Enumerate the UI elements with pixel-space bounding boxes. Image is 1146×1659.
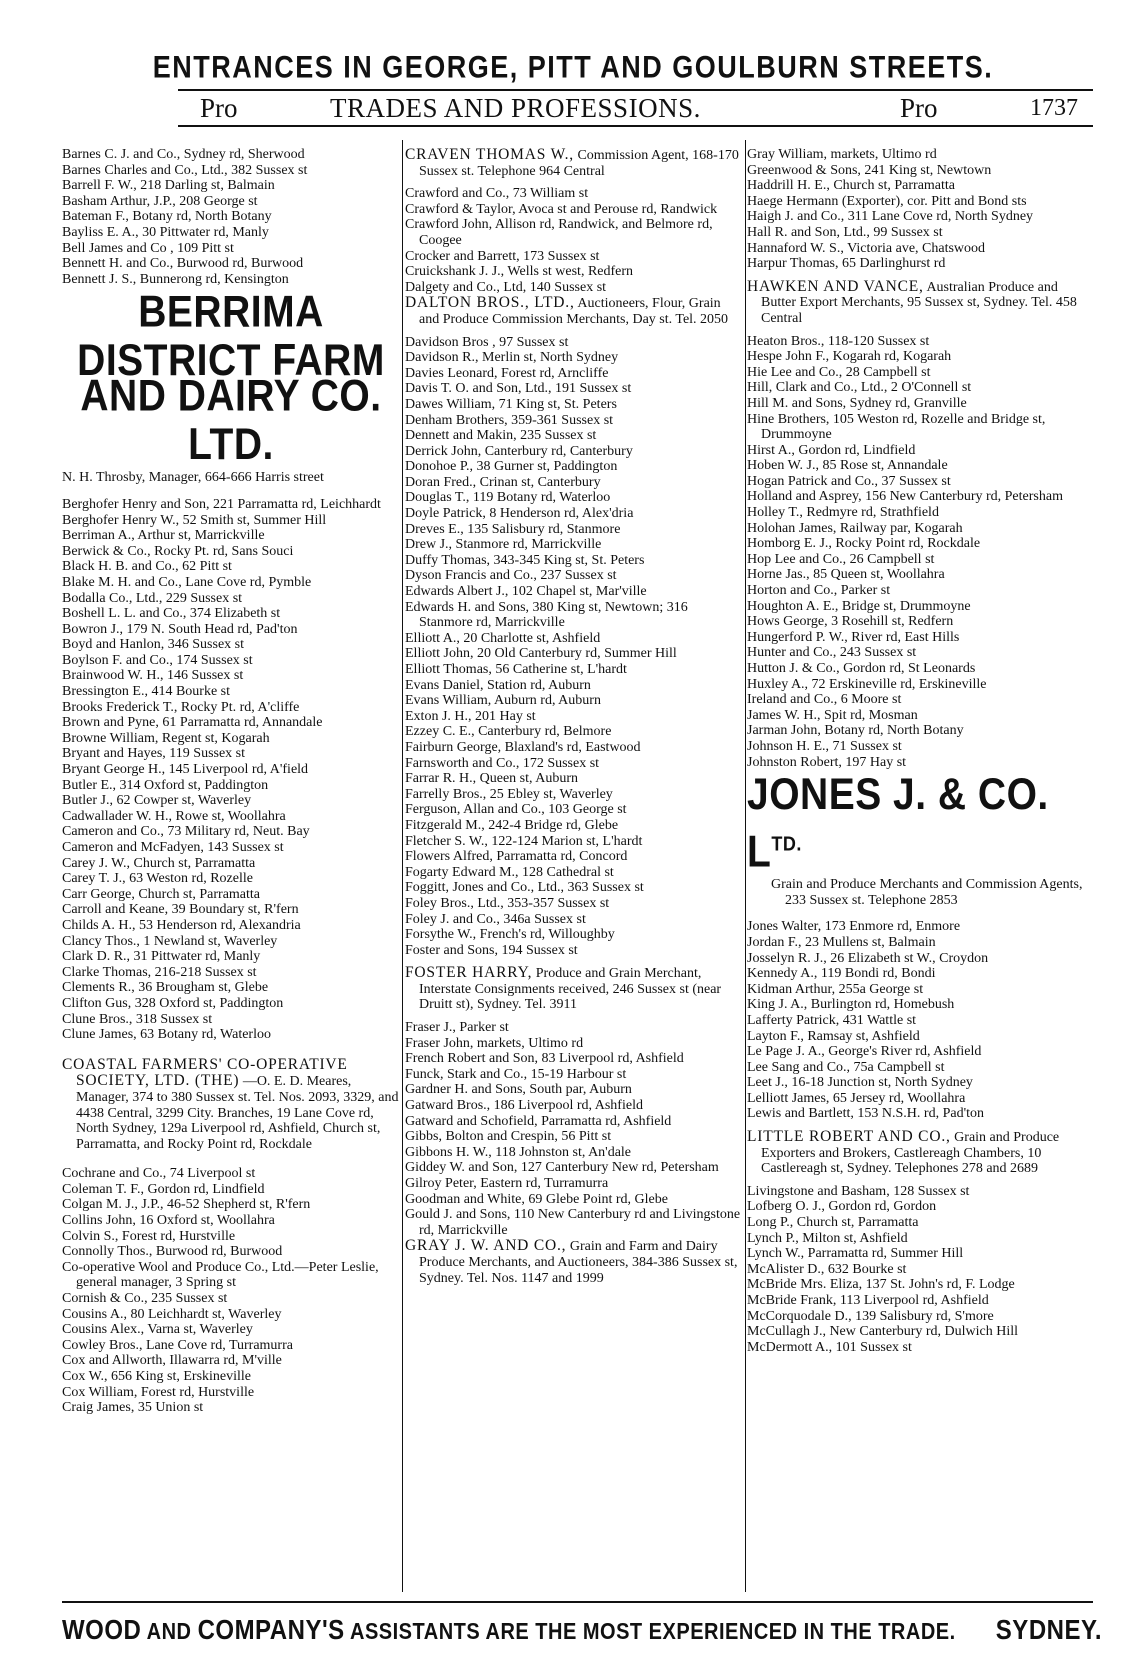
directory-entry: Hill, Clark and Co., Ltd., 2 O'Connell st	[747, 380, 972, 396]
directory-entry: Lafferty Patrick, 431 Wattle st	[747, 1012, 917, 1028]
directory-entry: Bressington E., 414 Bourke st	[62, 684, 230, 700]
column-1	[62, 147, 400, 1416]
directory-entry: Carr George, Church st, Parramatta	[62, 886, 261, 902]
directory-entry: Clune Bros., 318 Sussex st	[62, 1011, 213, 1027]
directory-entry: Jones Walter, 173 Enmore rd, Enmore	[747, 919, 961, 935]
entry-list-3b	[747, 334, 1092, 771]
dalton-name: DALTON BROS., LTD.,	[405, 294, 575, 312]
grayjw-name: GRAY J. W. AND CO.,	[405, 1237, 567, 1255]
directory-entry: Brooks Frederick T., Rocky Pt. rd, A'cliffe	[62, 699, 300, 715]
directory-entry: Cousins A., 80 Leichhardt st, Waverley	[62, 1306, 282, 1322]
coastal-name: COASTAL FARMERS' CO-OPERATIVE SOCIETY, LTD. (THE)	[62, 1055, 348, 1090]
directory-entry: Bodalla Co., Ltd., 229 Sussex st	[62, 590, 243, 606]
directory-entry: Hall R. and Son, Ltd., 99 Sussex st	[747, 224, 943, 240]
column-2	[405, 147, 743, 1286]
directory-entry: Long P., Church st, Parramatta	[747, 1215, 919, 1231]
directory-entry: Butler J., 62 Cowper st, Waverley	[62, 793, 252, 809]
directory-entry: Cox W., 656 King st, Erskineville	[62, 1369, 251, 1384]
directory-entry: Greenwood & Sons, 241 King st, Newtown	[747, 162, 992, 178]
directory-entry: Gray William, markets, Ultimo rd	[747, 147, 937, 162]
directory-entry: Gatward and Schofield, Parramatta rd, Ashfield	[405, 1113, 672, 1129]
coastal-entry	[62, 1057, 400, 1153]
directory-entry: Barnes C. J. and Co., Sydney rd, Sherwood	[62, 147, 305, 162]
directory-entry: Davis T. O. and Son, Ltd., 191 Sussex st	[405, 381, 632, 397]
directory-entry: Clancy Thos., 1 Newland st, Waverley	[62, 933, 278, 949]
directory-entry: Childs A. H., 53 Henderson rd, Alexandria	[62, 917, 301, 933]
directory-entry: Huxley A., 72 Erskineville rd, Erskineville	[747, 676, 987, 692]
jones-ad-sup: TD.	[771, 832, 802, 856]
directory-entry: Ferguson, Allan and Co., 103 George st	[405, 802, 627, 818]
directory-entry: Boyd and Hanlon, 346 Sussex st	[62, 637, 244, 653]
directory-entry: Clements R., 36 Brougham st, Glebe	[62, 980, 269, 996]
directory-entry: Homborg E. J., Rocky Point rd, Rockdale	[747, 536, 981, 552]
header-left-keyword: Pro	[200, 93, 238, 123]
directory-entry: Layton F., Ramsay st, Ashfield	[747, 1028, 920, 1044]
directory-entry: Jarman John, Botany rd, North Botany	[747, 723, 964, 739]
directory-entry: Bell James and Co , 109 Pitt st	[62, 240, 234, 256]
directory-entry: Hirst A., Gordon rd, Lindfield	[747, 442, 916, 458]
directory-entry: Cadwallader W. H., Rowe st, Woollahra	[62, 808, 286, 824]
directory-entry: Horne Jas., 85 Queen st, Woollahra	[747, 567, 945, 583]
directory-entry: Dawes William, 71 King st, St. Peters	[405, 396, 617, 412]
directory-entry: Fairburn George, Blaxland's rd, Eastwood	[405, 739, 641, 755]
directory-entry: Clarke Thomas, 216-218 Sussex st	[62, 964, 257, 980]
directory-entry: Hungerford P. W., River rd, East Hills	[747, 629, 960, 645]
footer-city: SYDNEY.	[995, 1614, 1102, 1646]
directory-entry: Gilroy Peter, Eastern rd, Turramurra	[405, 1176, 609, 1191]
directory-entry: Lee Sang and Co., 75a Campbell st	[747, 1059, 945, 1075]
entry-list-3a	[747, 147, 1092, 272]
directory-entry: Josselyn R. J., 26 Elizabeth st W., Croydon	[747, 950, 989, 966]
directory-entry: Harpur Thomas, 65 Darlinghurst rd	[747, 256, 946, 272]
directory-entry: Black H. B. and Co., 62 Pitt st	[62, 559, 232, 575]
directory-entry: Douglas T., 119 Botany rd, Waterloo	[405, 490, 611, 506]
directory-entry: Cameron and McFadyen, 143 Sussex st	[62, 840, 284, 855]
header-title: TRADES AND PROFESSIONS.	[330, 93, 701, 123]
directory-entry: Doran Fred., Crinan st, Canterbury	[405, 474, 601, 490]
directory-entry: Cornish & Co., 235 Sussex st	[62, 1291, 228, 1307]
entry-list-2b	[405, 335, 743, 959]
directory-entry: Farrar R. H., Queen st, Auburn	[405, 771, 579, 787]
directory-entry: Ezzey C. E., Canterbury rd, Belmore	[405, 724, 612, 740]
directory-entry: Craig James, 35 Union st	[62, 1400, 204, 1416]
entry-list-1a	[62, 147, 400, 287]
directory-entry: Johnson H. E., 71 Sussex st	[747, 738, 902, 754]
directory-entry: Hutton J. & Co., Gordon rd, St Leonards	[747, 661, 976, 676]
entry-list-3c	[747, 919, 1092, 1122]
directory-entry: Hunter and Co., 243 Sussex st	[747, 645, 917, 661]
directory-entry: Connolly Thos., Burwood rd, Burwood	[62, 1244, 283, 1260]
berrima-ad-line-2: AND DAIRY CO. LTD.	[80, 371, 382, 470]
craven-name: CRAVEN THOMAS W.,	[405, 146, 574, 163]
directory-entry: Basham Arthur, J.P., 208 George st	[62, 193, 258, 209]
directory-entry: Davidson R., Merlin st, North Sydney	[405, 350, 619, 366]
directory-entry: Cruickshank J. J., Wells st west, Redfern	[405, 264, 634, 280]
directory-entry: McBride Mrs. Eliza, 137 St. John's rd, F. Lodge	[747, 1277, 1015, 1293]
directory-entry: Bryant and Hayes, 119 Sussex st	[62, 746, 246, 762]
directory-entry: Fletcher S. W., 122-124 Marion st, L'hardt	[405, 833, 643, 849]
directory-entry: Gibbons H. W., 118 Johnston st, An'dale	[405, 1144, 632, 1160]
directory-entry: Jordan F., 23 Mullens st, Balmain	[747, 934, 936, 950]
directory-entry: Kidman Arthur, 255a George st	[747, 981, 924, 997]
entry-list-3d	[747, 1184, 1092, 1356]
directory-entry: Boshell L. L. and Co., 374 Elizabeth st	[62, 606, 281, 622]
coastal-detail: —O. E. D. Meares, Manager, 374 to 380 Sussex st. Tel. Nos. 2093, 3329, and 4438 Central, 3299 City. Branches, 19 Lane Cove rd, North Sydney, 129a Liverpool rd, Ashfield, Church st, Parramatta, and Rocky Point rd, Rockdale	[76, 1074, 399, 1152]
directory-entry: Barrell F. W., 218 Darling st, Balmain	[62, 178, 275, 194]
directory-entry: Doyle Patrick, 8 Henderson rd, Alex'dria	[405, 506, 634, 522]
directory-entry: Foggitt, Jones and Co., Ltd., 363 Sussex st	[405, 880, 644, 896]
directory-entry: Gardner H. and Sons, South par, Auburn	[405, 1082, 632, 1098]
directory-entry: Hine Brothers, 105 Weston rd, Rozelle and Bridge st, Drummoyne	[747, 411, 1046, 443]
directory-entry: Le Page J. A., George's River rd, Ashfield	[747, 1044, 982, 1060]
directory-entry: Carey J. W., Church st, Parramatta	[62, 855, 256, 871]
directory-entry: Bennett J. S., Bunnerong rd, Kensington	[62, 271, 289, 287]
directory-entry: Foley Bros., Ltd., 353-357 Sussex st	[405, 895, 610, 911]
directory-entry: Davies Leonard, Forest rd, Arncliffe	[405, 365, 609, 381]
directory-entry: Edwards Albert J., 102 Chapel st, Mar'ville	[405, 584, 647, 600]
entry-list-2c	[405, 1020, 743, 1238]
directory-entry: Dalgety and Co., Ltd, 140 Sussex st	[405, 279, 607, 295]
directory-entry: Brown and Pyne, 61 Parramatta rd, Annandale	[62, 715, 323, 731]
header-right-keyword: Pro	[900, 93, 938, 123]
header-rule-top	[178, 89, 1093, 91]
column-3	[747, 147, 1092, 1355]
directory-entry: Farnsworth and Co., 172 Sussex st	[405, 755, 600, 771]
little-entry	[747, 1129, 1092, 1177]
directory-entry: Holley T., Redmyre rd, Strathfield	[747, 505, 939, 521]
directory-entry: Haigh J. and Co., 311 Lane Cove rd, North Sydney	[747, 209, 1034, 225]
directory-entry: Gibbs, Bolton and Crespin, 56 Pitt st	[405, 1129, 612, 1145]
jones-ad-main: JONES J. & CO. L	[747, 770, 1049, 878]
directory-entry: Colvin S., Forest rd, Hurstville	[62, 1228, 236, 1244]
directory-entry: Crawford John, Allison rd, Randwick, and Belmore rd, Coogee	[405, 217, 713, 248]
directory-entry: Carroll and Keane, 39 Boundary st, R'fern	[62, 902, 299, 918]
directory-entry: Fogarty Edward M., 128 Cathedral st	[405, 864, 614, 880]
directory-entry: Bryant George H., 145 Liverpool rd, A'field	[62, 762, 309, 778]
directory-entry: Berriman A., Arthur st, Marrickville	[62, 528, 265, 544]
directory-entry: McBride Frank, 113 Liverpool rd, Ashfield	[747, 1293, 989, 1308]
directory-entry: Evans William, Auburn rd, Auburn	[405, 693, 601, 709]
directory-entry: Hill M. and Sons, Sydney rd, Granville	[747, 395, 967, 411]
little-detail: Grain and Produce Exporters and Brokers, Castlereagh Chambers, 10 Castlereagh st, Sydney. Telephones 278 and 2689	[761, 1130, 1060, 1177]
directory-entry: Foster and Sons, 194 Sussex st	[405, 942, 578, 958]
directory-entry: Cox and Allworth, Illawarra rd, M'ville	[62, 1353, 282, 1369]
directory-entry: Cowley Bros., Lane Cove rd, Turramurra	[62, 1337, 293, 1353]
directory-entry: Bayliss E. A., 30 Pittwater rd, Manly	[62, 224, 269, 240]
directory-entry: Funck, Stark and Co., 15-19 Harbour st	[405, 1066, 627, 1082]
entry-list-2a	[405, 186, 743, 295]
directory-entry: Goodman and White, 69 Glebe Point rd, Glebe	[405, 1191, 668, 1207]
directory-entry: Johnston Robert, 197 Hay st	[747, 754, 907, 770]
directory-entry: Haddrill H. E., Church st, Parramatta	[747, 178, 956, 194]
directory-entry: Dyson Francis and Co., 237 Sussex st	[405, 568, 617, 584]
directory-entry: Boylson F. and Co., 174 Sussex st	[62, 652, 253, 668]
directory-entry: Livingstone and Basham, 128 Sussex st	[747, 1183, 970, 1199]
foster-detail: Produce and Grain Merchant, Interstate Consignments received, 246 Sussex st (near Druitt st), Sydney. Tel. 3911	[419, 966, 722, 1013]
entry-list-1c	[62, 1166, 400, 1416]
craven-entry	[405, 147, 743, 179]
directory-entry: James W. H., Spit rd, Mosman	[747, 707, 918, 723]
footer-slogan: ASSISTANTS ARE THE MOST EXPERIENCED IN THE TRADE.	[350, 1619, 956, 1645]
directory-entry: Hespe John F., Kogarah rd, Kogarah	[747, 349, 952, 365]
directory-entry: Hie Lee and Co., 28 Campbell st	[747, 364, 931, 380]
directory-entry: Hannaford W. S., Victoria ave, Chatswood	[747, 240, 986, 256]
directory-entry: Elliott John, 20 Old Canterbury rd, Summer Hill	[405, 646, 677, 662]
directory-entry: Carey T. J., 63 Weston rd, Rozelle	[62, 871, 253, 887]
directory-entry: Ireland and Co., 6 Moore st	[747, 692, 902, 708]
hawken-entry	[747, 279, 1092, 327]
directory-entry: Leet J., 16-18 Junction st, North Sydney	[747, 1075, 973, 1091]
directory-entry: Drew J., Stanmore rd, Marrickville	[405, 537, 602, 553]
directory-entry: Lofberg O. J., Gordon rd, Gordon	[747, 1199, 937, 1215]
directory-entry: Denham Brothers, 359-361 Sussex st	[405, 412, 614, 428]
directory-entry: Duffy Thomas, 343-345 King st, St. Peters	[405, 552, 645, 568]
directory-entry: Bateman F., Botany rd, North Botany	[62, 209, 272, 225]
foster-entry	[405, 965, 743, 1013]
page-number: 1737	[1030, 95, 1078, 121]
directory-entry: Horton and Co., Parker st	[747, 583, 891, 599]
directory-entry: Cox William, Forest rd, Hurstville	[62, 1384, 255, 1400]
directory-entry: McCullagh J., New Canterbury rd, Dulwich Hill	[747, 1324, 1019, 1340]
directory-entry: Dennett and Makin, 235 Sussex st	[405, 428, 597, 444]
directory-entry: Gould J. and Sons, 110 New Canterbury rd and Livingstone rd, Marrickville	[405, 1207, 741, 1238]
craven-detail: Commission Agent, 168-170 Sussex st. Telephone 964 Central	[419, 148, 739, 179]
directory-entry: Collins John, 16 Oxford st, Woollahra	[62, 1213, 275, 1229]
directory-entry: Colgan M. J., J.P., 46-52 Shepherd st, R'fern	[62, 1197, 311, 1213]
directory-entry: Clifton Gus, 328 Oxford st, Paddington	[62, 995, 284, 1011]
directory-entry: Berghofer Henry and Son, 221 Parramatta rd, Leichhardt	[62, 496, 381, 512]
entry-list-1b	[62, 497, 400, 1043]
directory-entry: Cousins Alex., Varna st, Waverley	[62, 1322, 253, 1338]
directory-entry: King J. A., Burlington rd, Homebush	[747, 997, 955, 1013]
column-divider-1	[402, 140, 403, 1592]
directory-entry: Lynch W., Parramatta rd, Summer Hill	[747, 1246, 964, 1262]
directory-entry: Holland and Asprey, 156 New Canterbury rd, Petersham	[747, 489, 1063, 505]
directory-entry: Barnes Charles and Co., Ltd., 382 Sussex st	[62, 162, 308, 178]
grayjw-detail: Grain and Farm and Dairy Produce Merchants, and Auctioneers, 384-386 Sussex st, Sydney. Tel. Nos. 1147 and 1999	[419, 1239, 738, 1286]
directory-entry: Fitzgerald M., 242-4 Bridge rd, Glebe	[405, 817, 619, 833]
directory-entry: Heaton Bros., 118-120 Sussex st	[747, 333, 930, 349]
directory-entry: Browne William, Regent st, Kogarah	[62, 730, 270, 746]
directory-entry: Haege Hermann (Exporter), cor. Pitt and Bond sts	[747, 193, 1027, 209]
footer-advert	[62, 1615, 1102, 1647]
directory-entry: Elliott A., 20 Charlotte st, Ashfield	[405, 630, 601, 646]
directory-entry: Co-operative Wool and Produce Co., Ltd.—Peter Leslie, general manager, 3 Spring st	[62, 1259, 379, 1291]
foster-name: FOSTER HARRY,	[405, 964, 533, 982]
directory-entry: Cameron and Co., 73 Military rd, Neut. Bay	[62, 824, 310, 840]
directory-entry: Houghton A. E., Bridge st, Drummoyne	[747, 598, 971, 614]
directory-entry: Exton J. H., 201 Hay st	[405, 708, 536, 724]
directory-entry: Berwick & Co., Rocky Pt. rd, Sans Souci	[62, 543, 294, 559]
directory-entry: Farrelly Bros., 25 Ebley st, Waverley	[405, 786, 613, 802]
directory-entry: Hows George, 3 Rosehill st, Redfern	[747, 614, 954, 630]
directory-entry: Clark D. R., 31 Pittwater rd, Manly	[62, 949, 261, 965]
directory-entry: McAlister D., 632 Bourke st	[747, 1261, 907, 1277]
directory-entry: Fraser J., Parker st	[405, 1020, 509, 1036]
directory-entry: Lynch P., Milton st, Ashfield	[747, 1230, 908, 1246]
directory-entry: Clune James, 63 Botany rd, Waterloo	[62, 1027, 271, 1043]
top-banner: ENTRANCES IN GEORGE, PITT AND GOULBURN STREETS.	[152, 49, 994, 85]
column-divider-2	[745, 140, 746, 1592]
directory-entry: Crocker and Barrett, 173 Sussex st	[405, 248, 600, 264]
jones-ad-heading	[747, 771, 1092, 877]
directory-entry: Lelliott James, 65 Jersey rd, Woollahra	[747, 1090, 966, 1106]
footer-wood: WOOD	[62, 1614, 142, 1646]
directory-entry: Lewis and Bartlett, 153 N.S.H. rd, Pad'ton	[747, 1106, 984, 1122]
directory-entry: McCorquodale D., 139 Salisbury rd, S'more	[747, 1308, 994, 1324]
dalton-detail: Auctioneers, Flour, Grain and Produce Commission Merchants, Day st. Tel. 2050	[419, 296, 729, 327]
directory-entry: Davidson Bros , 97 Sussex st	[405, 334, 569, 350]
directory-entry: Giddey W. and Son, 127 Canterbury New rd, Petersham	[405, 1160, 719, 1176]
directory-entry: Dreves E., 135 Salisbury rd, Stanmore	[405, 521, 621, 537]
directory-entry: French Robert and Son, 83 Liverpool rd, Ashfield	[405, 1051, 684, 1067]
footer-and: AND	[146, 1619, 192, 1645]
dalton-entry	[405, 295, 743, 327]
header-rule-bottom	[178, 125, 1093, 127]
directory-entry: Foley J. and Co., 346a Sussex st	[405, 911, 586, 927]
berrima-ad-line-1: BERRIMA DISTRICT FARM	[77, 287, 385, 386]
directory-entry: Crawford and Co., 73 William st	[405, 186, 589, 202]
footer-companys: COMPANY'S	[197, 1614, 345, 1646]
directory-entry: Berghofer Henry W., 52 Smith st, Summer Hill	[62, 512, 327, 528]
directory-entry: Edwards H. and Sons, 380 King st, Newtown; 316 Stanmore rd, Marrickville	[405, 599, 688, 631]
directory-entry: Holohan James, Railway par, Kogarah	[747, 520, 963, 536]
directory-entry: Elliott Thomas, 56 Catherine st, L'hardt	[405, 662, 627, 677]
berrima-detail: N. H. Throsby, Manager, 664-666 Harris street	[62, 470, 324, 486]
hawken-name: HAWKEN AND VANCE,	[747, 277, 924, 295]
footer-rule	[62, 1601, 1093, 1603]
jones-detail: Grain and Produce Merchants and Commission Agents, 233 Sussex st. Telephone 2853	[771, 877, 1083, 908]
directory-entry: Fraser John, markets, Ultimo rd	[405, 1035, 584, 1051]
directory-entry: Kennedy A., 119 Bondi rd, Bondi	[747, 966, 936, 982]
directory-entry: Derrick John, Canterbury rd, Canterbury	[405, 443, 633, 459]
directory-entry: Evans Daniel, Station rd, Auburn	[405, 677, 591, 693]
berrima-advert	[62, 287, 400, 486]
directory-entry: Coleman T. F., Gordon rd, Lindfield	[62, 1181, 265, 1197]
directory-entry: Hogan Patrick and Co., 37 Sussex st	[747, 473, 951, 489]
directory-entry: Gatward Bros., 186 Liverpool rd, Ashfield	[405, 1098, 643, 1114]
little-name: LITTLE ROBERT AND CO.,	[747, 1128, 951, 1146]
directory-entry: Hop Lee and Co., 26 Campbell st	[747, 551, 935, 567]
directory-entry: Butler E., 314 Oxford st, Paddington	[62, 777, 269, 793]
grayjw-entry	[405, 1238, 743, 1286]
directory-entry: Brainwood W. H., 146 Sussex st	[62, 668, 244, 684]
directory-entry: Flowers Alfred, Parramatta rd, Concord	[405, 849, 628, 865]
directory-entry: Donohoe P., 38 Gurner st, Paddington	[405, 459, 618, 475]
directory-entry: Hoben W. J., 85 Rose st, Annandale	[747, 458, 948, 474]
directory-entry: Bowron J., 179 N. South Head rd, Pad'ton	[62, 621, 298, 637]
directory-entry: Bennett H. and Co., Burwood rd, Burwood	[62, 256, 304, 272]
hawken-detail: Australian Produce and Butter Export Merchants, 95 Sussex st, Sydney. Tel. 458 Central	[761, 279, 1077, 326]
directory-entry: Crawford & Taylor, Avoca st and Perouse rd, Randwick	[405, 201, 718, 217]
directory-entry: McDermott A., 101 Sussex st	[747, 1339, 912, 1355]
directory-entry: Blake M. H. and Co., Lane Cove rd, Pymble	[62, 574, 312, 590]
directory-entry: Cochrane and Co., 74 Liverpool st	[62, 1166, 256, 1182]
jones-advert	[747, 770, 1092, 908]
directory-entry: Forsythe W., French's rd, Willoughby	[405, 927, 615, 943]
